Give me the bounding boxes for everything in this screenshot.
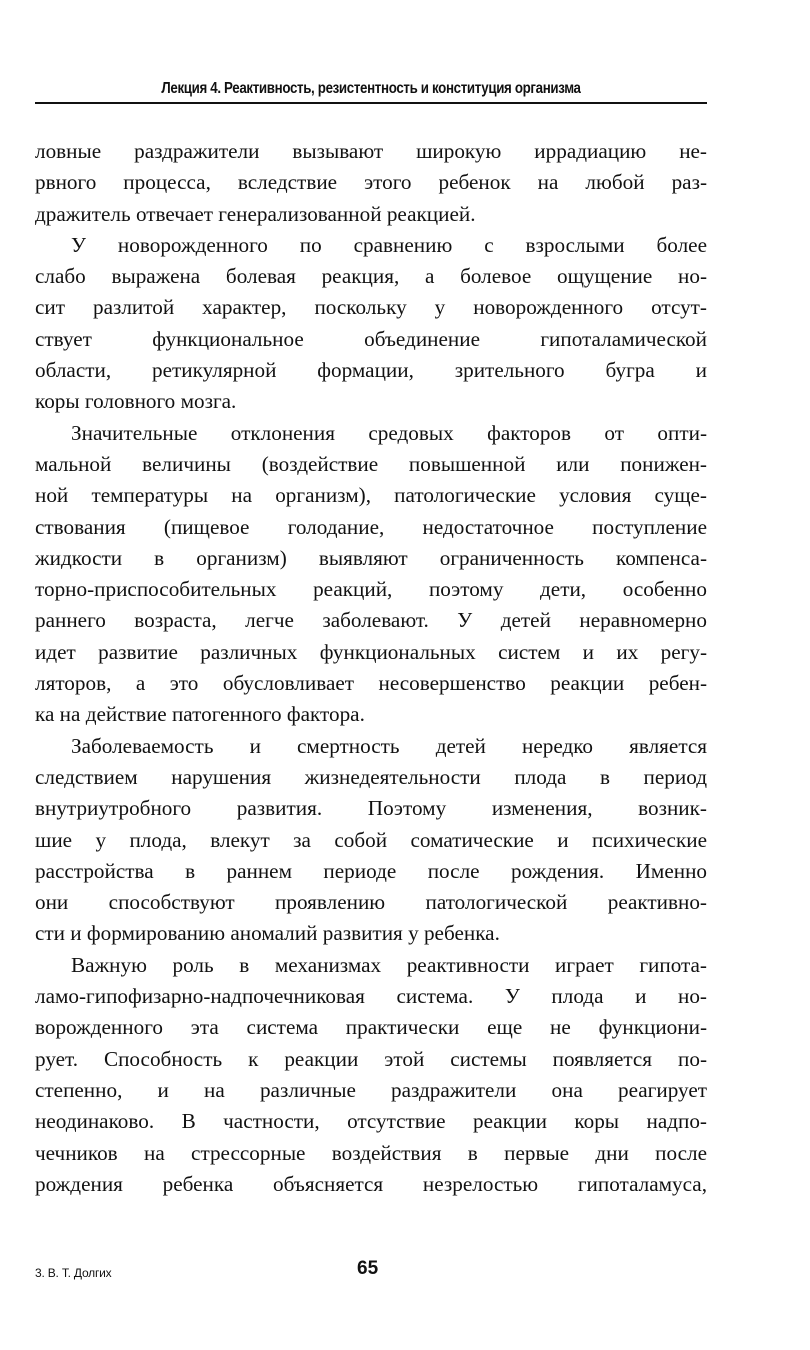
text-line: ляторов, а это обусловливает несовершенство реакции ребен- (35, 671, 707, 696)
paragraph-3 (35, 418, 707, 731)
text-line: они способствуют проявлению патологической реактивно- (35, 890, 707, 915)
text-line: идет развитие различных функциональных систем и их регу- (35, 639, 707, 664)
text-line: сит разлитой характер, поскольку у новорожденного отсут- (35, 295, 707, 320)
text-line: Заболеваемость и смертность детей нередко является (71, 733, 707, 758)
header-title: Лекция 4. Реактивность, резистентность и конституция организма (161, 80, 581, 97)
paragraph-1 (35, 136, 707, 230)
page-footer (35, 1258, 707, 1288)
text-line: ловные раздражители вызывают широкую иррадиацию не- (35, 139, 707, 163)
text-line: внутриутробного развития. Поэтому изменения, возник- (35, 796, 707, 821)
text-line: мальной величины (воздействие повышенной или понижен- (35, 451, 707, 476)
text-line: степенно, и на различные раздражители она реагирует (35, 1077, 707, 1102)
text-line: слабо выражена болевая реакция, а болевое ощущение но- (35, 264, 707, 289)
text-line: дражитель отвечает генерализованной реакцией. (35, 201, 476, 226)
text-line: торно-приспособительных реакций, поэтому дети, особенно (35, 577, 707, 602)
text-line: Важную роль в механизмах реактивности играет гипота- (71, 952, 707, 977)
text-line: шие у плода, влекут за собой соматические и психические (35, 827, 707, 852)
text-line: рует. Способность к реакции этой системы появляется по- (35, 1046, 707, 1071)
text-line: раннего возраста, легче заболевают. У детей неравномерно (35, 608, 707, 633)
text-line: ной температуры на организм), патологические условия суще- (35, 483, 707, 508)
paragraph-4 (35, 731, 707, 950)
text-line: Значительные отклонения средовых факторов от опти- (71, 420, 707, 445)
text-line: ствования (пищевое голодание, недостаточное поступление (35, 514, 707, 539)
running-header (35, 78, 707, 104)
text-line: области, ретикулярной формации, зрительного бугра и (35, 358, 707, 383)
footer-signature: 3. В. Т. Долгих (35, 1266, 112, 1280)
page-number: 65 (357, 1258, 379, 1279)
text-line: неодинаково. В частности, отсутствие реакции коры надпо- (35, 1109, 707, 1134)
text-line: ка на действие патогенного фактора. (35, 702, 365, 727)
text-line: ствует функциональное объединение гипоталамической (35, 326, 707, 351)
text-line: ламо-гипофизарно-надпочечниковая система. У плода и но- (35, 984, 707, 1009)
text-line: чечников на стрессорные воздействия в первые дни после (35, 1140, 707, 1165)
text-line: жидкости в организм) выявляют ограниченность компенса- (35, 545, 707, 570)
text-line: У новорожденного по сравнению с взрослыми более (71, 232, 707, 257)
text-line: следствием нарушения жизнедеятельности плода в период (35, 764, 707, 789)
paragraph-2 (35, 230, 707, 418)
text-line: сти и формированию аномалий развития у ребенка. (35, 921, 500, 946)
text-line: рвного процесса, вследствие этого ребенок на любой раз- (35, 170, 707, 195)
text-line: коры головного мозга. (35, 389, 237, 414)
text-line: ворожденного эта система практически еще не функциони- (35, 1015, 707, 1040)
text-line: рождения ребенка объясняется незрелостью гипоталамуса, (35, 1171, 707, 1196)
body-text (35, 136, 707, 1200)
text-line: расстройства в раннем периоде после рождения. Именно (35, 858, 707, 883)
paragraph-5 (35, 950, 707, 1200)
